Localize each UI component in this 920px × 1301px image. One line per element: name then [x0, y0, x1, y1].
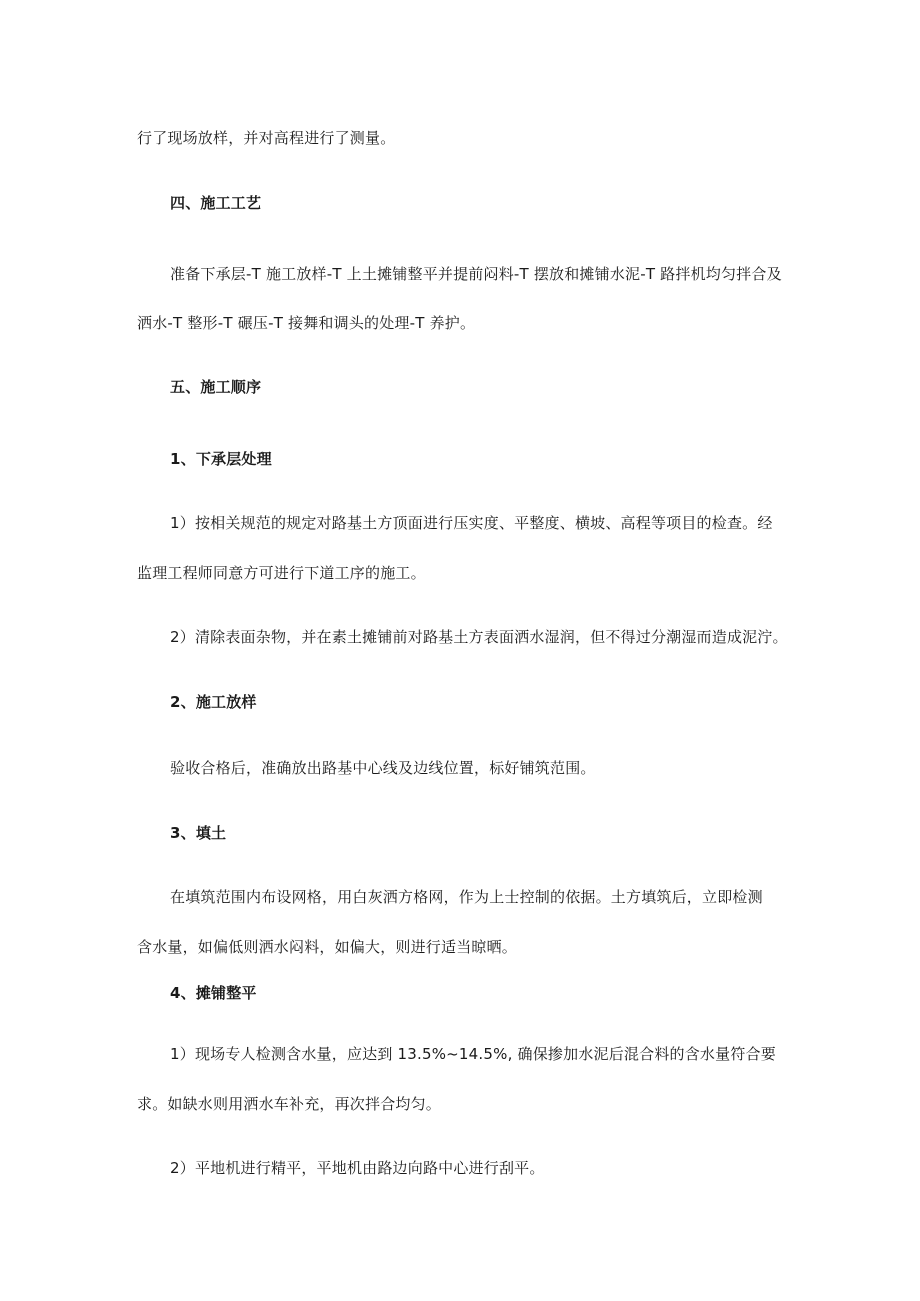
section-heading: 五、施工顺序 [170, 378, 262, 396]
body-text-line: 2）清除表面杂物，并在素土摊铺前对路基土方表面洒水湿润，但不得过分潮湿而造成泥泞。 [170, 628, 788, 646]
body-text-line: 验收合格后，准确放出路基中心线及边线位置，标好铺筑范围。 [170, 759, 596, 777]
subsection-heading: 1、下承层处理 [170, 450, 272, 468]
subsection-heading: 2、施工放样 [170, 693, 257, 711]
body-text-line: 求。如缺水则用洒水车补充，再次拌合均匀。 [137, 1095, 442, 1113]
subsection-heading: 3、填土 [170, 824, 227, 842]
body-text-line: 监理工程师同意方可进行下道工序的施工。 [137, 564, 426, 582]
body-text-line: 洒水-T 整形-T 碾压-T 接舞和调头的处理-T 养护。 [137, 314, 476, 332]
body-text-line: 行了现场放样，并对高程进行了测量。 [137, 129, 396, 147]
body-text-line: 在填筑范围内布设网格，用白灰洒方格网，作为上士控制的依据。土方填筑后，立即检测 [170, 888, 763, 906]
subsection-heading: 4、摊铺整平 [170, 984, 257, 1002]
body-text-line: 准备下承层-T 施工放样-T 上土摊铺整平并提前闷料-T 摆放和摊铺水泥-T 路拌机均匀拌合及 [170, 265, 782, 283]
body-text-line: 2）平地机进行精平，平地机由路边向路中心进行刮平。 [170, 1159, 545, 1177]
body-text-line: 1）按相关规范的规定对路基土方顶面进行压实度、平整度、横坡、高程等项目的检查。经 [170, 514, 773, 532]
section-heading: 四、施工工艺 [170, 194, 262, 212]
body-text-line: 1）现场专人检测含水量，应达到 13.5%~14.5%, 确保掺加水泥后混合料的含水量符合要 [170, 1045, 776, 1063]
body-text-line: 含水量，如偏低则洒水闷料，如偏大，则进行适当晾晒。 [137, 938, 518, 956]
